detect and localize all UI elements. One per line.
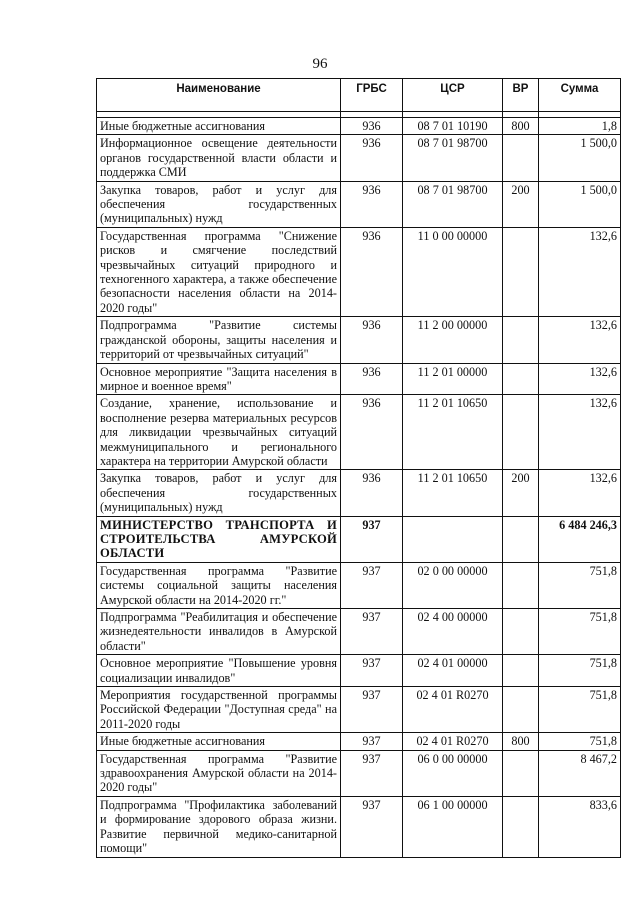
table-row <box>97 562 621 608</box>
cell-csr: 08 7 01 10190 <box>403 118 503 135</box>
header-grbs: ГРБС <box>341 79 403 112</box>
cell-name: Подпрограмма "Реабилитация и обеспечение жизнедеятельности инвалидов в Амурской области" <box>97 609 341 655</box>
cell-name: Создание, хранение, использование и восполнение резерва материальных ресурсов для ликвидации чрезвычайных ситуаций межмуниципального и регионального характера на территории Амурской области <box>97 395 341 470</box>
cell-grbs: 937 <box>341 655 403 687</box>
table-row <box>97 655 621 687</box>
table-row <box>97 227 621 316</box>
table-row <box>97 687 621 733</box>
cell-grbs: 936 <box>341 135 403 181</box>
table-body <box>97 112 621 858</box>
cell-csr: 02 4 01 R0270 <box>403 687 503 733</box>
cell-name: Иные бюджетные ассигнования <box>97 118 341 135</box>
cell-vr <box>503 655 539 687</box>
budget-table <box>96 78 621 858</box>
cell-grbs: 936 <box>341 395 403 470</box>
cell-name: Мероприятия государственной программы Российской Федерации "Доступная среда" на 2011-2020 годы <box>97 687 341 733</box>
table-header-row <box>97 79 621 112</box>
table-row <box>97 750 621 796</box>
cell-vr: 800 <box>503 733 539 750</box>
cell-csr: 08 7 01 98700 <box>403 135 503 181</box>
cell-sum: 751,8 <box>539 609 621 655</box>
cell-name: Государственная программа "Развитие здравоохранения Амурской области на 2014-2020 годы" <box>97 750 341 796</box>
cell-name: Подпрограмма "Профилактика заболеваний и формирование здорового образа жизни. Развитие первичной медико-санитарной помощи" <box>97 796 341 857</box>
cell-csr: 11 2 00 00000 <box>403 317 503 363</box>
cell-csr: 06 1 00 00000 <box>403 796 503 857</box>
table-row <box>97 118 621 135</box>
cell-vr <box>503 317 539 363</box>
cell-grbs: 936 <box>341 317 403 363</box>
cell-name: Закупка товаров, работ и услуг для обеспечения государственных (муниципальных) нужд <box>97 181 341 227</box>
cell-grbs: 936 <box>341 363 403 395</box>
cell-grbs: 936 <box>341 470 403 516</box>
cell-csr: 02 4 00 00000 <box>403 609 503 655</box>
cell-csr: 06 0 00 00000 <box>403 750 503 796</box>
cell-grbs: 936 <box>341 181 403 227</box>
cell-sum: 1 500,0 <box>539 181 621 227</box>
cell-name: Основное мероприятие "Повышение уровня социализации инвалидов" <box>97 655 341 687</box>
cell-vr: 800 <box>503 118 539 135</box>
cell-vr <box>503 363 539 395</box>
cell-csr: 08 7 01 98700 <box>403 181 503 227</box>
cell-grbs: 936 <box>341 118 403 135</box>
cell-grbs: 936 <box>341 227 403 316</box>
table-row <box>97 363 621 395</box>
cell-csr: 02 4 01 00000 <box>403 655 503 687</box>
table-row <box>97 516 621 562</box>
cell-vr <box>503 750 539 796</box>
table-row <box>97 733 621 750</box>
cell-vr: 200 <box>503 470 539 516</box>
cell-grbs: 937 <box>341 796 403 857</box>
cell-name: Иные бюджетные ассигнования <box>97 733 341 750</box>
cell-csr <box>403 516 503 562</box>
cell-vr <box>503 687 539 733</box>
cell-name: Государственная программа "Снижение рисков и смягчение последствий чрезвычайных ситуаций природного и техногенного характера, а также обеспечение безопасности населения области на 2014-2020 годы" <box>97 227 341 316</box>
cell-sum: 751,8 <box>539 562 621 608</box>
cell-grbs: 937 <box>341 687 403 733</box>
cell-sum: 132,6 <box>539 363 621 395</box>
header-csr: ЦСР <box>403 79 503 112</box>
cell-name: Закупка товаров, работ и услуг для обеспечения государственных (муниципальных) нужд <box>97 470 341 516</box>
cell-csr: 02 4 01 R0270 <box>403 733 503 750</box>
cell-grbs: 937 <box>341 733 403 750</box>
cell-csr: 11 0 00 00000 <box>403 227 503 316</box>
cell-vr <box>503 562 539 608</box>
cell-sum: 1 500,0 <box>539 135 621 181</box>
header-vr: ВР <box>503 79 539 112</box>
table-row <box>97 470 621 516</box>
cell-vr: 200 <box>503 181 539 227</box>
cell-sum: 8 467,2 <box>539 750 621 796</box>
cell-sum: 132,6 <box>539 317 621 363</box>
table-row <box>97 181 621 227</box>
cell-vr <box>503 395 539 470</box>
cell-csr: 11 2 01 10650 <box>403 395 503 470</box>
cell-sum: 833,6 <box>539 796 621 857</box>
cell-name: Государственная программа "Развитие системы социальной защиты населения Амурской области на 2014-2020 гг." <box>97 562 341 608</box>
table-row <box>97 395 621 470</box>
cell-vr <box>503 227 539 316</box>
cell-csr: 11 2 01 10650 <box>403 470 503 516</box>
cell-sum: 6 484 246,3 <box>539 516 621 562</box>
cell-vr <box>503 796 539 857</box>
cell-grbs: 937 <box>341 516 403 562</box>
cell-sum: 132,6 <box>539 227 621 316</box>
cell-csr: 11 2 01 00000 <box>403 363 503 395</box>
cell-csr: 02 0 00 00000 <box>403 562 503 608</box>
cell-name: МИНИСТЕРСТВО ТРАНСПОРТА И СТРОИТЕЛЬСТВА АМУРСКОЙ ОБЛАСТИ <box>97 516 341 562</box>
cell-sum: 132,6 <box>539 395 621 470</box>
cell-sum: 1,8 <box>539 118 621 135</box>
cell-sum: 751,8 <box>539 687 621 733</box>
cell-grbs: 937 <box>341 750 403 796</box>
table-row <box>97 609 621 655</box>
table-row <box>97 317 621 363</box>
cell-name: Основное мероприятие "Защита населения в мирное и военное время" <box>97 363 341 395</box>
header-name: Наименование <box>97 79 341 112</box>
header-sum: Сумма <box>539 79 621 112</box>
table-row <box>97 135 621 181</box>
cell-vr <box>503 135 539 181</box>
cell-vr <box>503 609 539 655</box>
cell-grbs: 937 <box>341 562 403 608</box>
page-number: 96 <box>312 56 328 72</box>
cell-name: Подпрограмма "Развитие системы гражданской обороны, защиты населения и территорий от чрезвычайных ситуаций" <box>97 317 341 363</box>
cell-sum: 751,8 <box>539 655 621 687</box>
table-row <box>97 796 621 857</box>
cell-name: Информационное освещение деятельности органов государственной власти области и поддержка СМИ <box>97 135 341 181</box>
cell-grbs: 937 <box>341 609 403 655</box>
cell-sum: 751,8 <box>539 733 621 750</box>
cell-vr <box>503 516 539 562</box>
cell-sum: 132,6 <box>539 470 621 516</box>
